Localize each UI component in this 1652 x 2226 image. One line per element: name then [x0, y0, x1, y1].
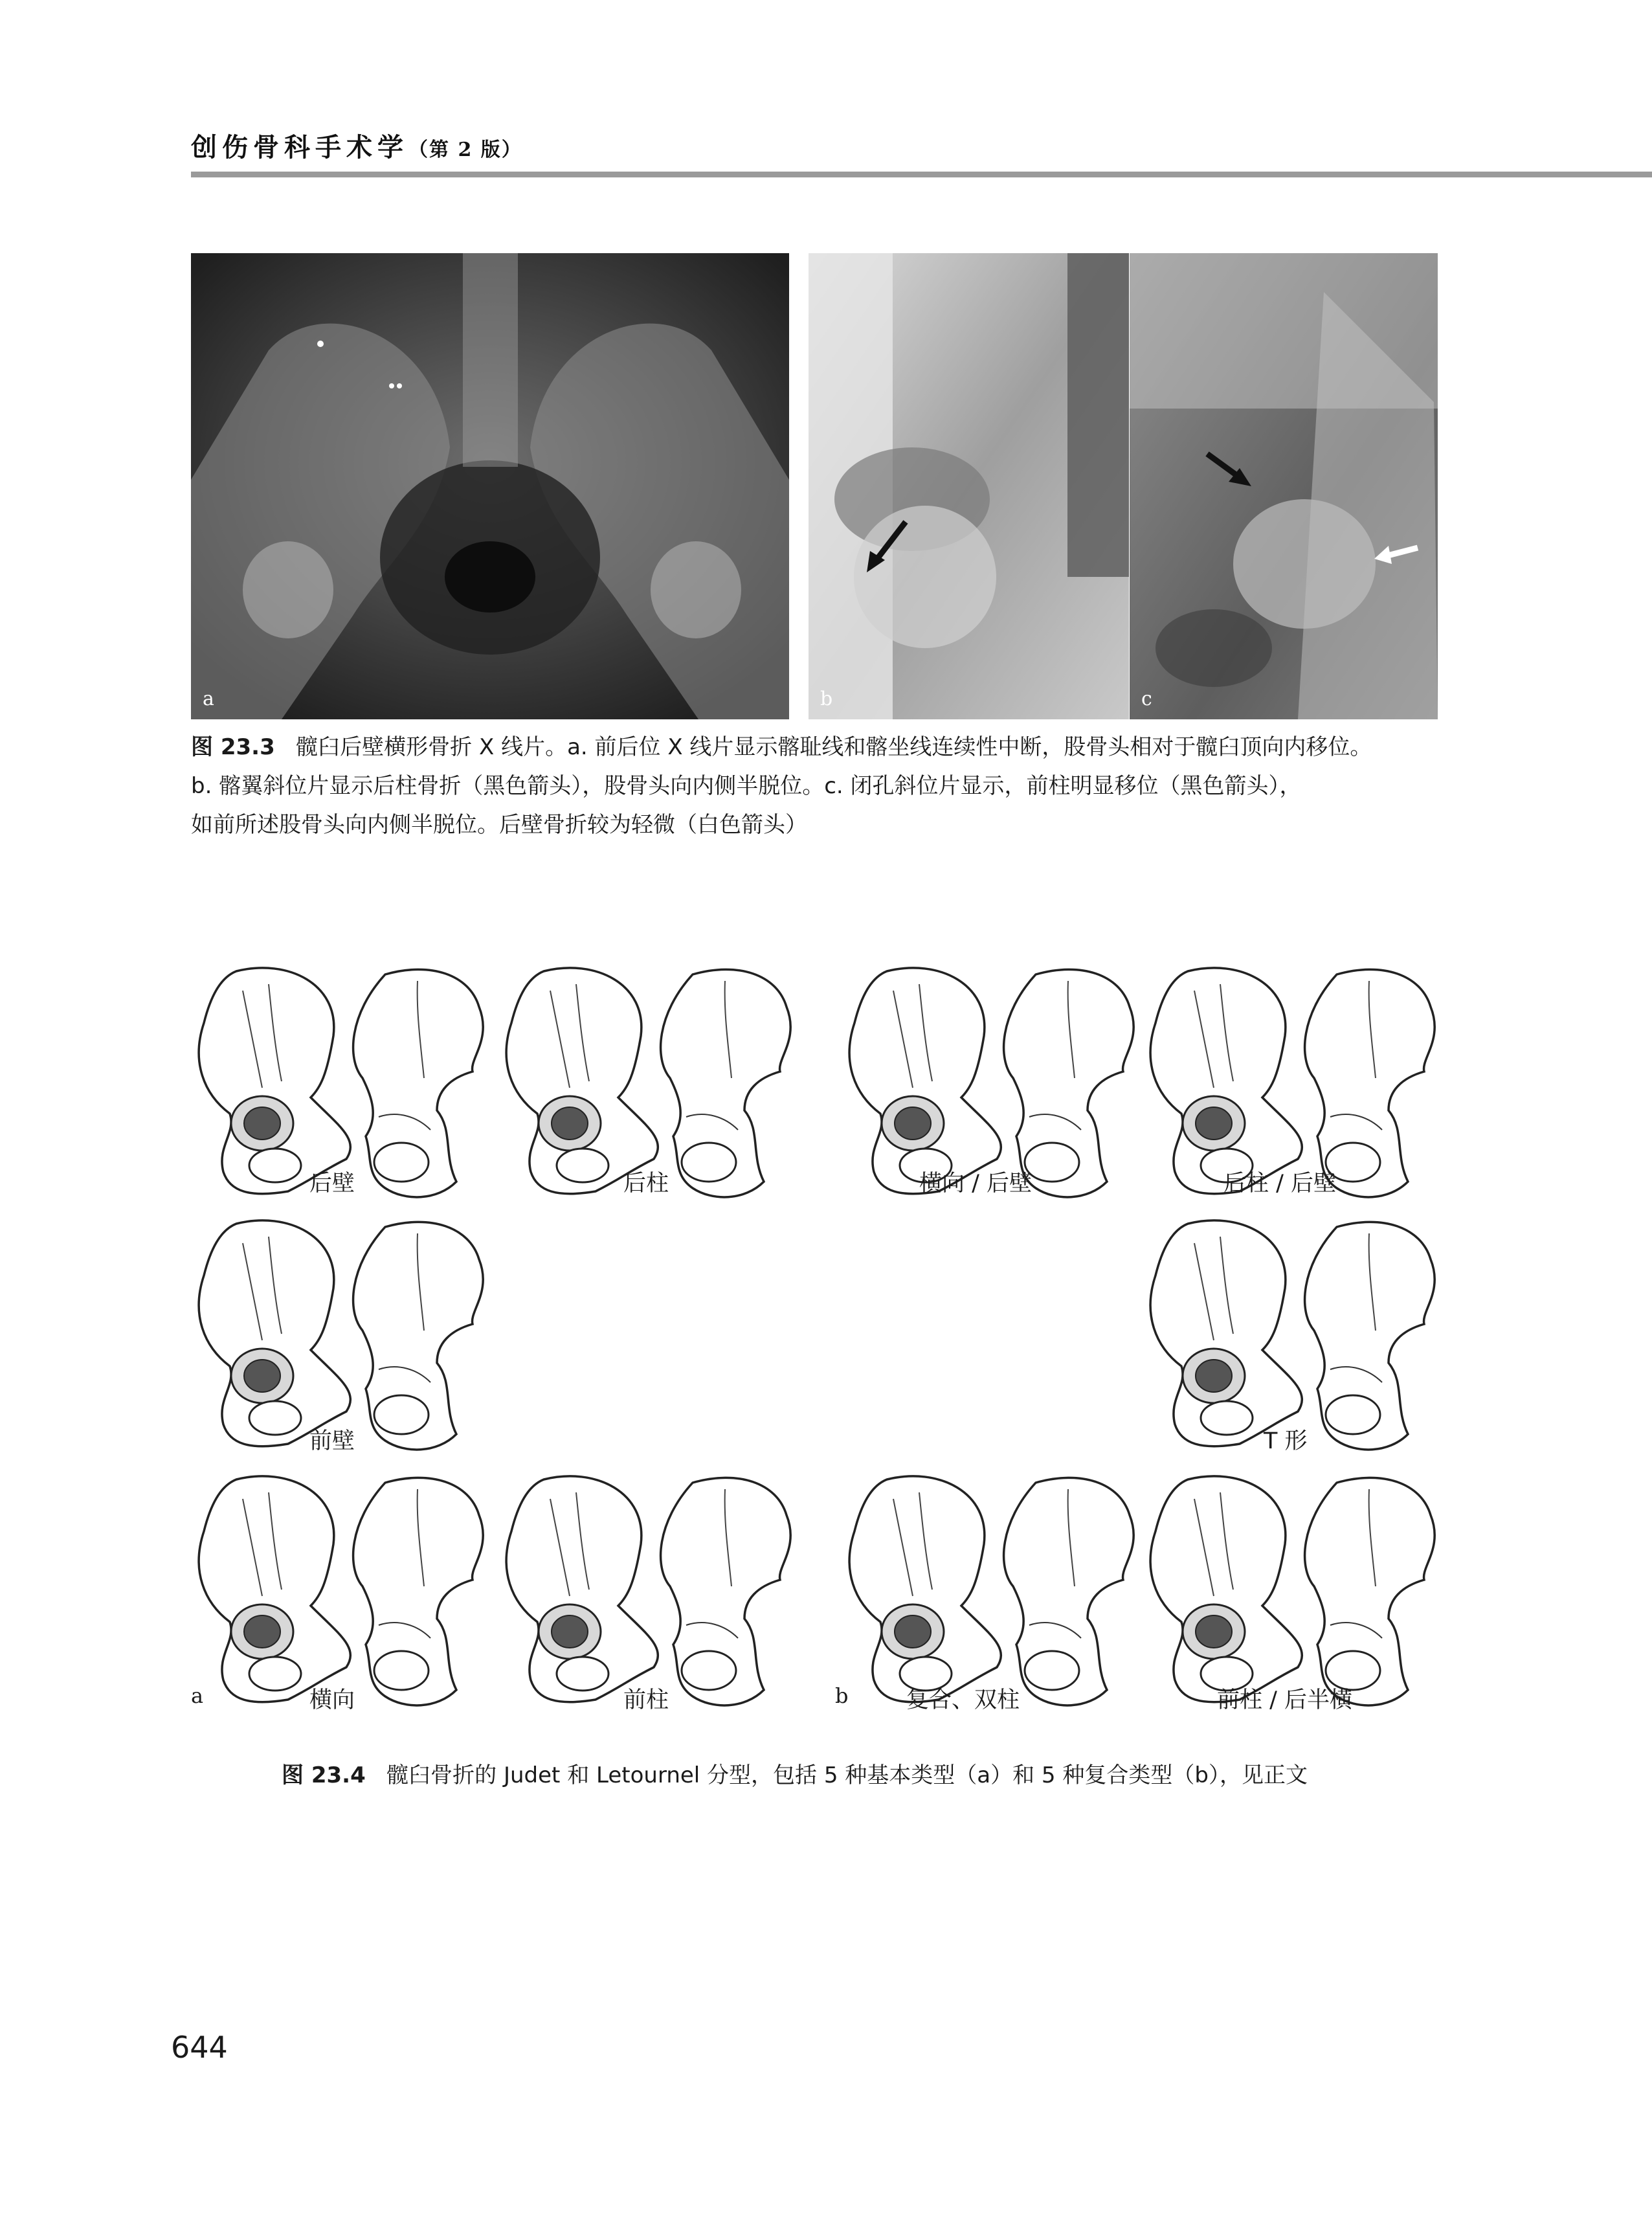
panel-letter-a: a: [203, 688, 214, 710]
label-posterior-column-posterior-wall: 后柱 / 后壁: [1223, 1171, 1337, 1197]
caption-23-3-line-3: 如前所述股骨头向内侧半脱位。后壁骨折较为轻微（白色箭头）: [191, 812, 807, 838]
running-header: [191, 127, 522, 164]
header-rule: [191, 172, 1652, 177]
label-posterior-wall: 后壁: [309, 1171, 355, 1197]
caption-23-3-text-1: 髋臼后壁横形骨折 X 线片。a. 前后位 X 线片显示髂耻线和髂坐线连续性中断，股骨头相对于髋臼顶向内移位。: [296, 734, 1372, 760]
label-anterior-column-posterior-hemitransverse: 前柱 / 后半横: [1217, 1687, 1353, 1713]
label-t-shaped: T 形: [1264, 1428, 1308, 1454]
caption-23-3-label: 图 23.3: [191, 734, 275, 760]
panel-letter-b: b: [820, 688, 833, 710]
figure-23-4-caption: [282, 1756, 1576, 1795]
group-letter-b: b: [835, 1683, 849, 1708]
xray-panel-a: [191, 253, 789, 719]
label-anterior-wall: 前壁: [309, 1428, 355, 1454]
label-transverse-posterior-wall: 横向 / 后壁: [919, 1171, 1032, 1197]
panel-letter-c: c: [1141, 688, 1152, 710]
label-posterior-column: 后柱: [623, 1171, 669, 1197]
caption-23-3-line-2: b. 髂翼斜位片显示后柱骨折（黑色箭头），股骨头向内侧半脱位。c. 闭孔斜位片显示，前柱明显移位（黑色箭头），: [191, 773, 1302, 799]
xray-image-obturator-oblique: [1130, 253, 1438, 719]
caption-23-4-text: 髋臼骨折的 Judet 和 Letournel 分型，包括 5 种基本类型（a）和 5 种复合类型（b），见正文: [386, 1762, 1308, 1788]
label-anterior-column: 前柱: [623, 1687, 669, 1713]
edition-label: （第 2 版）: [408, 139, 522, 161]
caption-23-3-line-1: [191, 728, 1641, 767]
xray-image-ap-pelvis: [191, 253, 789, 719]
label-transverse: 横向: [309, 1687, 355, 1713]
figure-23-3-caption: [191, 728, 1641, 844]
group-letter-a: a: [191, 1683, 204, 1708]
xray-panel-b: [809, 253, 1129, 719]
xray-image-iliac-oblique: [809, 253, 1129, 719]
label-both-column: 复合、双柱: [906, 1687, 1020, 1713]
book-title: 创伤骨科手术学: [191, 132, 408, 163]
xray-panel-c: [1130, 253, 1438, 719]
caption-23-4-label: 图 23.4: [282, 1762, 366, 1788]
page-number: 644: [171, 2030, 228, 2065]
